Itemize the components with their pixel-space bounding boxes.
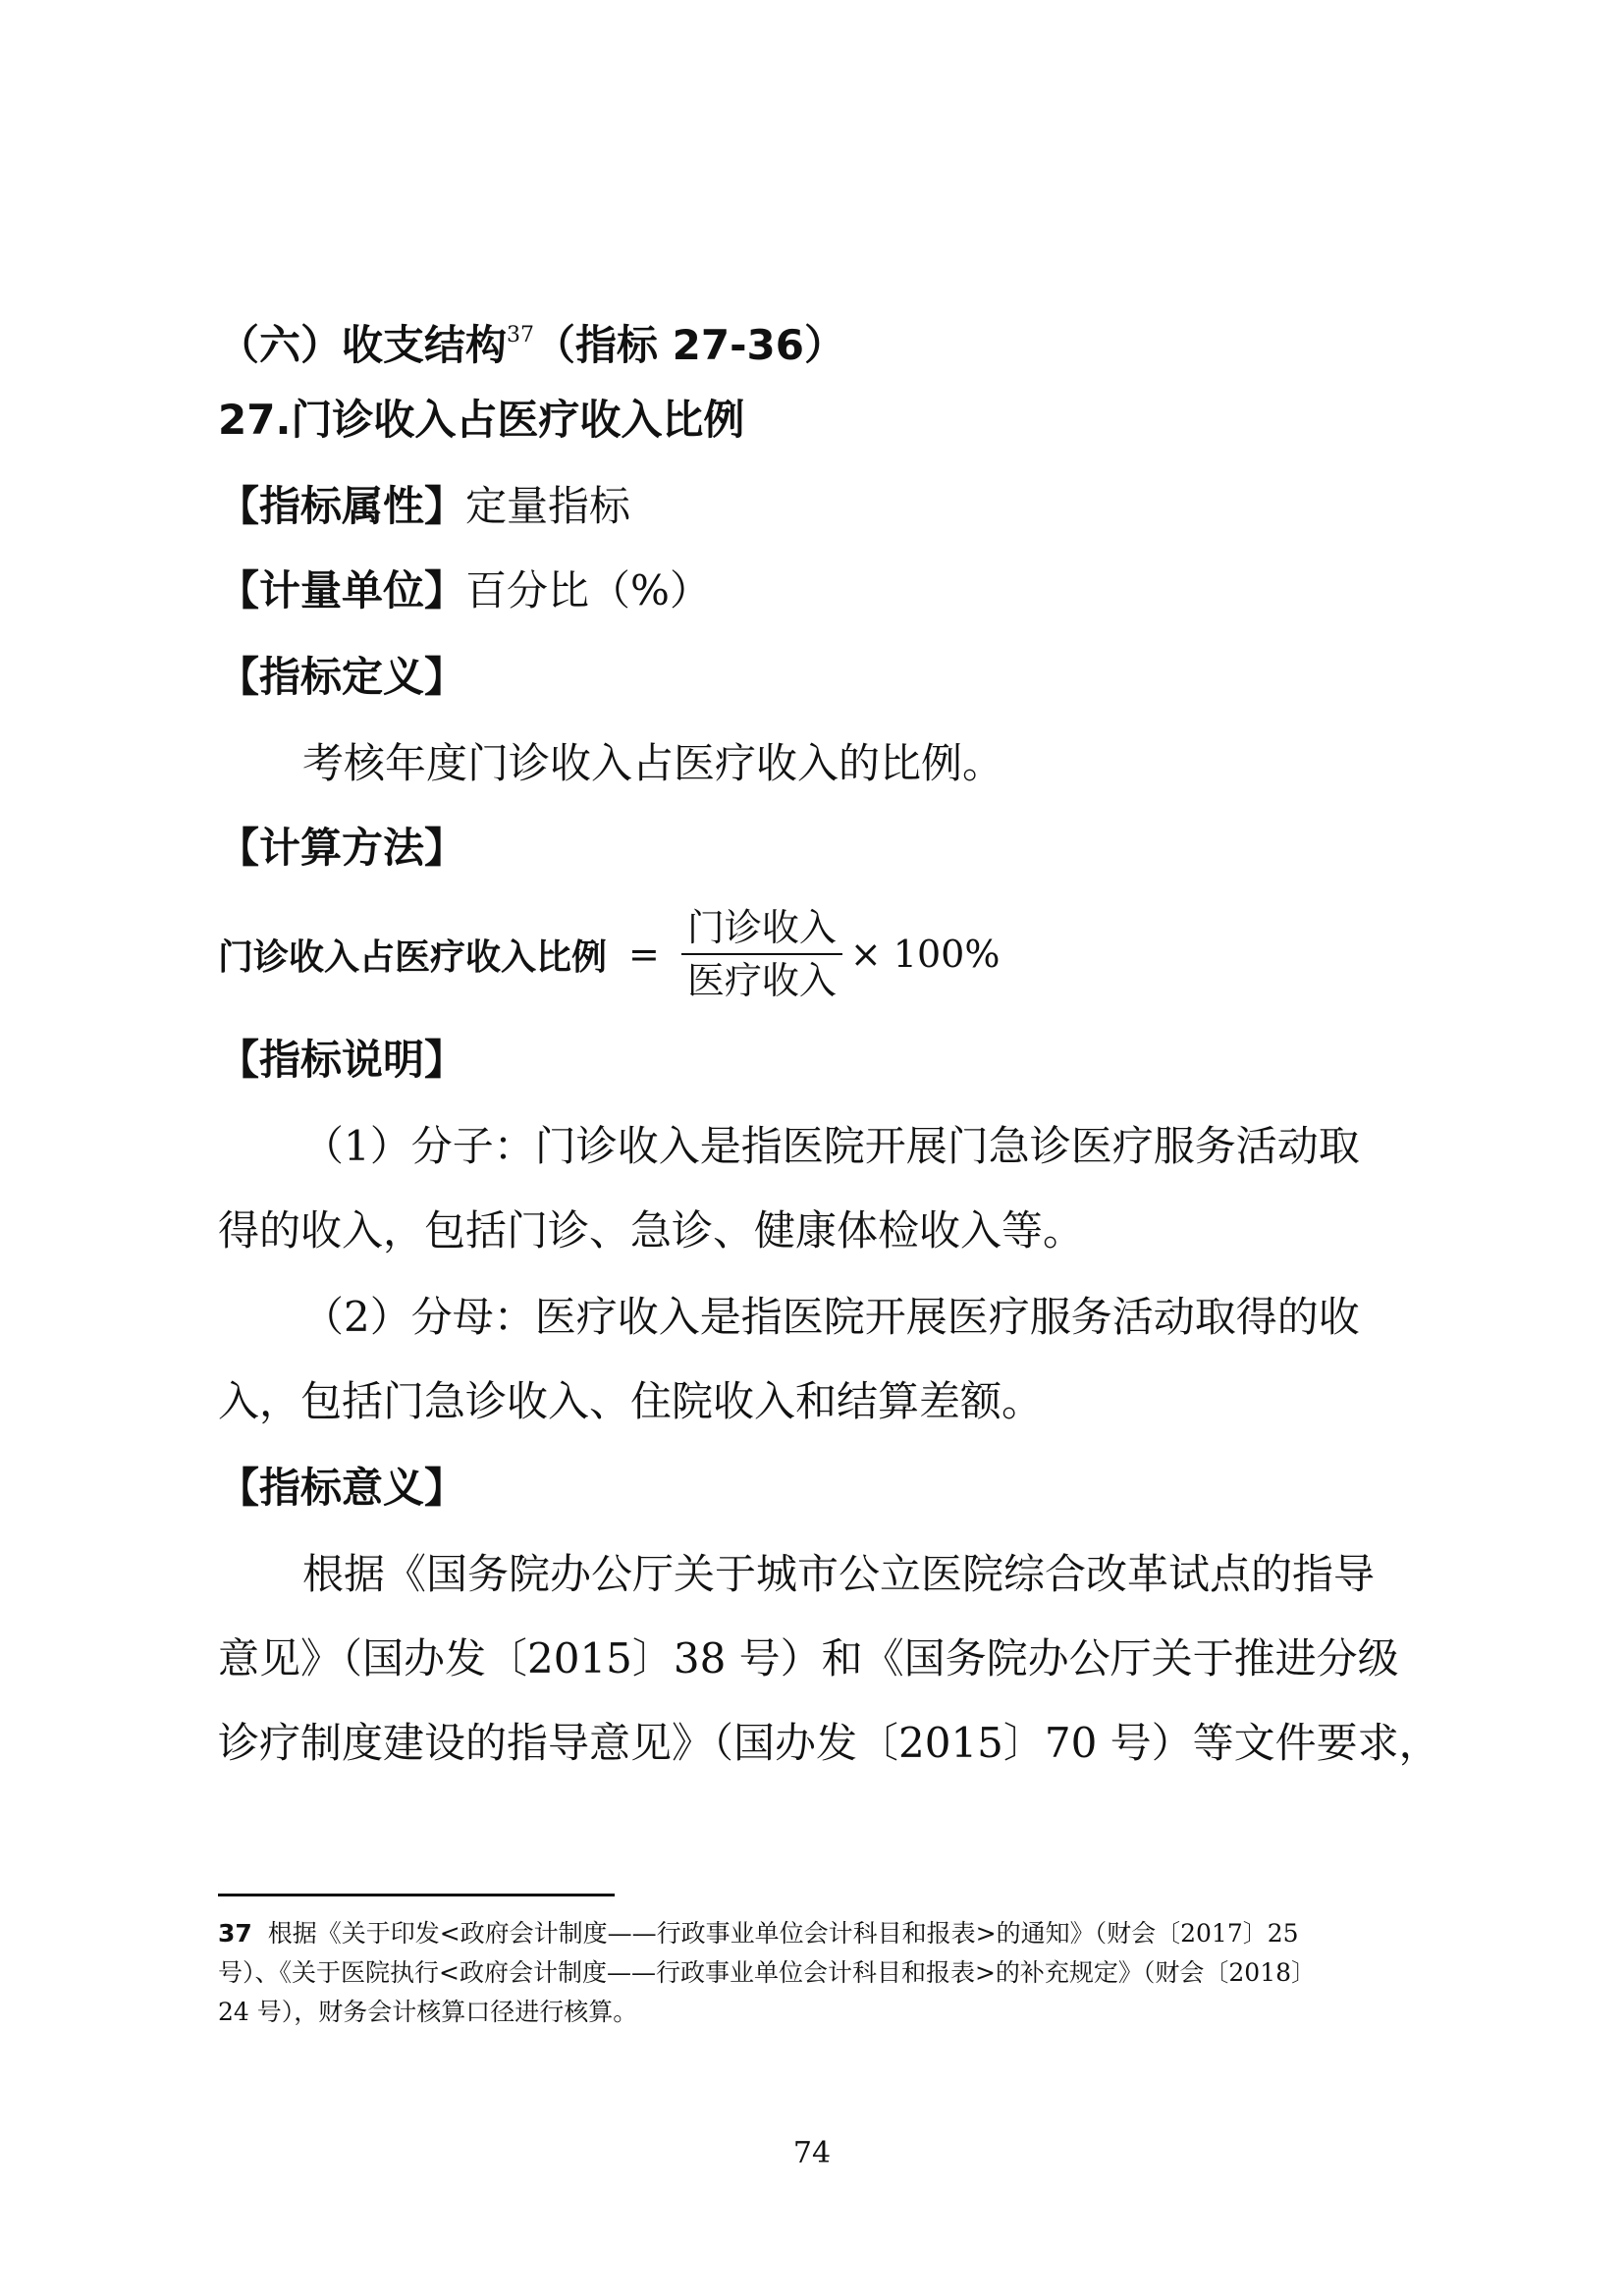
calculation-formula [218,895,1000,1013]
unit-label: 【计量单位】 [218,566,466,614]
footnote-line: 号）、《关于医院执行<政府会计制度——行政事业单位会计科目和报表>的补充规定》（财会〔2018〕 [218,1958,1317,1987]
footnote-reference[interactable]: 37 [507,323,535,347]
footnote-line: 24 号），财务会计核算口径进行核算。 [218,1998,638,2026]
attribute-row [218,477,1624,536]
significance-line: 根据《国务院办公厅关于城市公立医院综合改革试点的指导 [302,1550,1376,1598]
formula-numerator: 门诊收入 [686,906,837,949]
unit-value: 百分比（%） [465,566,711,614]
formula-equals: = [628,933,660,976]
footnote-text: 根据《关于印发<政府会计制度——行政事业单位会计科目和报表>的通知》（财会〔2017〕25 [267,1919,1299,1948]
definition-label: 【指标定义】 [218,653,466,701]
significance-line: 诊疗制度建设的指导意见》（国办发〔2015〕70 号）等文件要求， [218,1719,1440,1767]
explanation-line: （2）分母：医疗收入是指医院开展医疗服务活动取得的收 [302,1293,1360,1341]
attribute-value: 定量指标 [465,482,631,530]
explanation-label: 【指标说明】 [218,1036,466,1084]
significance-line: 意见》（国办发〔2015〕38 号）和《国务院办公厅关于推进分级 [218,1634,1399,1682]
definition-text: 考核年度门诊收入占医疗收入的比例。 [302,739,1004,787]
attribute-label: 【指标属性】 [218,482,466,530]
formula-denominator: 医疗收入 [686,959,837,1002]
footnote-separator [218,1894,615,1896]
footnote-line [218,1916,1299,1951]
section-heading-prefix: （六）收支结构 [218,321,508,369]
page-number: 74 [792,2136,832,2170]
section-heading [218,306,1624,375]
explanation-line: （1）分子：门诊收入是指医院开展门急诊医疗服务活动取 [302,1122,1360,1170]
method-label: 【计算方法】 [218,824,466,872]
significance-label: 【指标意义】 [218,1464,466,1512]
explanation-line: 入，包括门急诊收入、住院收入和结算差额。 [218,1377,1044,1425]
formula-lhs: 门诊收入占医疗收入比例 [218,936,608,978]
unit-row [218,561,1624,620]
section-heading-suffix: （指标 27-36） [534,321,845,369]
explanation-line: 得的收入，包括门诊、急诊、健康体检收入等。 [218,1206,1085,1255]
formula-multiplier: × 100% [849,933,1001,976]
footnote-number: 37 [218,1919,252,1948]
formula-fraction [681,902,842,1006]
indicator-title: 27.门诊收入占医疗收入比例 [218,396,745,444]
